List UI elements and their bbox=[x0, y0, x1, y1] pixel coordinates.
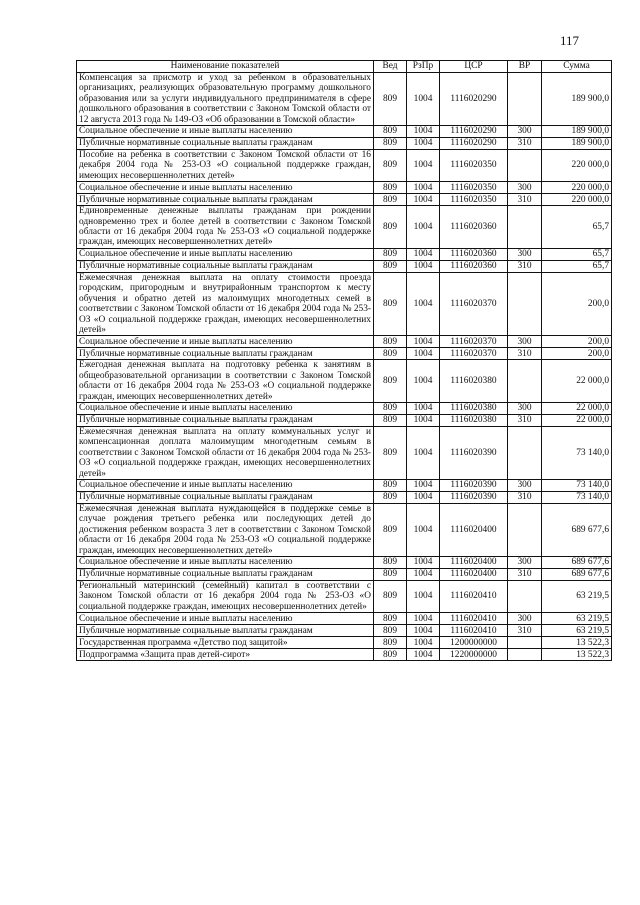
cell-ved: 809 bbox=[374, 260, 407, 272]
table-row bbox=[77, 649, 612, 661]
cell-csr: 1116020370 bbox=[440, 272, 508, 335]
cell-sum: 200,0 bbox=[542, 348, 612, 360]
cell-rzpr: 1004 bbox=[407, 637, 440, 649]
table-row bbox=[77, 491, 612, 503]
cell-ved: 809 bbox=[374, 637, 407, 649]
cell-rzpr: 1004 bbox=[407, 126, 440, 138]
cell-vr: 300 bbox=[508, 479, 542, 491]
cell-vr: 310 bbox=[508, 348, 542, 360]
cell-csr: 1200000000 bbox=[440, 637, 508, 649]
table-row bbox=[77, 73, 612, 126]
cell-sum: 13 522,3 bbox=[542, 649, 612, 661]
cell-name: Публичные нормативные социальные выплаты гражданам bbox=[77, 569, 374, 581]
cell-vr bbox=[508, 73, 542, 126]
cell-name: Социальное обеспечение и иные выплаты населению bbox=[77, 248, 374, 260]
cell-name: Региональный материнский (семейный) капитал в соответствии с Законом Томской области от 16 декабря 2004 года № 253-ОЗ «О социальной поддержке граждан, имеющих несовершеннолетних детей» bbox=[77, 581, 374, 613]
cell-sum: 65,7 bbox=[542, 248, 612, 260]
table-row bbox=[77, 150, 612, 182]
cell-sum: 189 900,0 bbox=[542, 138, 612, 150]
cell-vr bbox=[508, 360, 542, 403]
table-row bbox=[77, 569, 612, 581]
table-row bbox=[77, 426, 612, 479]
cell-rzpr: 1004 bbox=[407, 360, 440, 403]
table-row bbox=[77, 414, 612, 426]
table-row bbox=[77, 637, 612, 649]
cell-vr bbox=[508, 426, 542, 479]
cell-rzpr: 1004 bbox=[407, 402, 440, 414]
table-row bbox=[77, 182, 612, 194]
cell-csr: 1116020410 bbox=[440, 581, 508, 613]
cell-csr: 1116020290 bbox=[440, 73, 508, 126]
cell-sum: 63 219,5 bbox=[542, 625, 612, 637]
cell-ved: 809 bbox=[374, 503, 407, 556]
cell-ved: 809 bbox=[374, 138, 407, 150]
cell-ved: 809 bbox=[374, 557, 407, 569]
cell-rzpr: 1004 bbox=[407, 73, 440, 126]
cell-ved: 809 bbox=[374, 206, 407, 249]
table-row bbox=[77, 206, 612, 249]
cell-ved: 809 bbox=[374, 491, 407, 503]
cell-vr: 310 bbox=[508, 491, 542, 503]
cell-sum: 63 219,5 bbox=[542, 581, 612, 613]
cell-name: Публичные нормативные социальные выплаты гражданам bbox=[77, 491, 374, 503]
cell-vr: 310 bbox=[508, 260, 542, 272]
table-row bbox=[77, 581, 612, 613]
cell-csr: 1116020400 bbox=[440, 503, 508, 556]
cell-rzpr: 1004 bbox=[407, 182, 440, 194]
header-rzpr: РзПр bbox=[407, 61, 440, 73]
cell-name: Социальное обеспечение и иные выплаты населению bbox=[77, 182, 374, 194]
cell-vr bbox=[508, 206, 542, 249]
cell-ved: 809 bbox=[374, 625, 407, 637]
cell-rzpr: 1004 bbox=[407, 348, 440, 360]
cell-sum: 200,0 bbox=[542, 272, 612, 335]
cell-name: Ежемесячная денежная выплата нуждающейся в поддержке семье в случае рождения третьего ребенка или последующих детей до достижения ребенком возраста 3 лет в соответствии с Законом Томской области от 16 декабря 2004 года № 253-ОЗ «О социальной поддержке граждан, имеющих несовершеннолетних детей» bbox=[77, 503, 374, 556]
cell-vr: 310 bbox=[508, 194, 542, 206]
cell-sum: 73 140,0 bbox=[542, 491, 612, 503]
cell-sum: 220 000,0 bbox=[542, 194, 612, 206]
cell-ved: 809 bbox=[374, 402, 407, 414]
cell-rzpr: 1004 bbox=[407, 491, 440, 503]
cell-name: Социальное обеспечение и иные выплаты населению bbox=[77, 613, 374, 625]
cell-vr: 300 bbox=[508, 557, 542, 569]
budget-table bbox=[76, 60, 612, 661]
cell-rzpr: 1004 bbox=[407, 426, 440, 479]
cell-csr: 1116020380 bbox=[440, 402, 508, 414]
cell-vr bbox=[508, 503, 542, 556]
cell-rzpr: 1004 bbox=[407, 260, 440, 272]
header-name: Наименование показателей bbox=[77, 61, 374, 73]
cell-vr: 300 bbox=[508, 402, 542, 414]
cell-vr: 300 bbox=[508, 248, 542, 260]
cell-sum: 200,0 bbox=[542, 336, 612, 348]
cell-ved: 809 bbox=[374, 581, 407, 613]
cell-csr: 1116020360 bbox=[440, 260, 508, 272]
cell-vr: 300 bbox=[508, 613, 542, 625]
cell-name: Подпрограмма «Защита прав детей-сирот» bbox=[77, 649, 374, 661]
cell-name: Социальное обеспечение и иные выплаты населению bbox=[77, 126, 374, 138]
cell-name: Социальное обеспечение и иные выплаты населению bbox=[77, 479, 374, 491]
cell-vr: 310 bbox=[508, 138, 542, 150]
cell-sum: 689 677,6 bbox=[542, 557, 612, 569]
cell-name: Социальное обеспечение и иные выплаты населению bbox=[77, 402, 374, 414]
cell-rzpr: 1004 bbox=[407, 649, 440, 661]
cell-csr: 1116020290 bbox=[440, 138, 508, 150]
cell-name: Социальное обеспечение и иные выплаты населению bbox=[77, 557, 374, 569]
cell-ved: 809 bbox=[374, 150, 407, 182]
cell-name: Ежемесячная денежная выплата на оплату стоимости проезда городским, пригородным и внутрирайонным транспортом к месту обучения и обратно детей из малоимущих многодетных семей в соответствии с Законом Томской области от 16 декабря 2004 года № 253-ОЗ «О социальной поддержке граждан, имеющих несовершеннолетних детей» bbox=[77, 272, 374, 335]
cell-rzpr: 1004 bbox=[407, 503, 440, 556]
cell-rzpr: 1004 bbox=[407, 414, 440, 426]
cell-rzpr: 1004 bbox=[407, 138, 440, 150]
cell-sum: 220 000,0 bbox=[542, 150, 612, 182]
cell-ved: 809 bbox=[374, 569, 407, 581]
cell-sum: 73 140,0 bbox=[542, 426, 612, 479]
cell-sum: 689 677,6 bbox=[542, 503, 612, 556]
cell-rzpr: 1004 bbox=[407, 194, 440, 206]
cell-rzpr: 1004 bbox=[407, 150, 440, 182]
cell-sum: 65,7 bbox=[542, 206, 612, 249]
cell-name: Публичные нормативные социальные выплаты гражданам bbox=[77, 194, 374, 206]
cell-sum: 189 900,0 bbox=[542, 126, 612, 138]
cell-vr: 310 bbox=[508, 569, 542, 581]
table-row bbox=[77, 138, 612, 150]
cell-csr: 1116020410 bbox=[440, 613, 508, 625]
cell-vr bbox=[508, 150, 542, 182]
cell-csr: 1116020380 bbox=[440, 360, 508, 403]
cell-name: Социальное обеспечение и иные выплаты населению bbox=[77, 336, 374, 348]
cell-rzpr: 1004 bbox=[407, 248, 440, 260]
cell-rzpr: 1004 bbox=[407, 581, 440, 613]
cell-sum: 65,7 bbox=[542, 260, 612, 272]
cell-ved: 809 bbox=[374, 336, 407, 348]
cell-csr: 1116020410 bbox=[440, 625, 508, 637]
cell-ved: 809 bbox=[374, 182, 407, 194]
page-number: 117 bbox=[560, 33, 580, 48]
cell-name: Единовременные денежные выплаты гражданам при рождении одновременно трех и более детей в соответствии с Законом Томской области от 16 декабря 2004 года № 253-ОЗ «О социальной поддержке граждан, имеющих несовершеннолетних детей» bbox=[77, 206, 374, 249]
cell-vr bbox=[508, 637, 542, 649]
table-row bbox=[77, 336, 612, 348]
cell-name: Публичные нормативные социальные выплаты гражданам bbox=[77, 348, 374, 360]
table-row bbox=[77, 613, 612, 625]
cell-csr: 1116020400 bbox=[440, 569, 508, 581]
cell-rzpr: 1004 bbox=[407, 569, 440, 581]
cell-csr: 1116020350 bbox=[440, 182, 508, 194]
header-vr: ВР bbox=[508, 61, 542, 73]
cell-name: Публичные нормативные социальные выплаты гражданам bbox=[77, 138, 374, 150]
cell-ved: 809 bbox=[374, 426, 407, 479]
cell-vr: 300 bbox=[508, 182, 542, 194]
cell-csr: 1116020390 bbox=[440, 479, 508, 491]
cell-csr: 1220000000 bbox=[440, 649, 508, 661]
cell-csr: 1116020390 bbox=[440, 426, 508, 479]
cell-rzpr: 1004 bbox=[407, 625, 440, 637]
cell-sum: 22 000,0 bbox=[542, 414, 612, 426]
cell-vr: 310 bbox=[508, 414, 542, 426]
cell-csr: 1116020360 bbox=[440, 206, 508, 249]
cell-vr: 300 bbox=[508, 126, 542, 138]
cell-vr: 310 bbox=[508, 625, 542, 637]
table-row bbox=[77, 348, 612, 360]
header-sum: Сумма bbox=[542, 61, 612, 73]
cell-name: Пособие на ребенка в соответствии с Законом Томской области от 16 декабря 2004 года № 253-ОЗ «О социальной поддержке граждан, имеющих несовершеннолетних детей» bbox=[77, 150, 374, 182]
cell-sum: 22 000,0 bbox=[542, 402, 612, 414]
cell-rzpr: 1004 bbox=[407, 557, 440, 569]
cell-ved: 809 bbox=[374, 248, 407, 260]
cell-vr bbox=[508, 581, 542, 613]
table-row bbox=[77, 625, 612, 637]
table-row bbox=[77, 272, 612, 335]
cell-sum: 22 000,0 bbox=[542, 360, 612, 403]
cell-name: Публичные нормативные социальные выплаты гражданам bbox=[77, 260, 374, 272]
cell-sum: 13 522,3 bbox=[542, 637, 612, 649]
table-row bbox=[77, 557, 612, 569]
cell-csr: 1116020400 bbox=[440, 557, 508, 569]
cell-csr: 1116020350 bbox=[440, 194, 508, 206]
table-row bbox=[77, 248, 612, 260]
cell-name: Публичные нормативные социальные выплаты гражданам bbox=[77, 625, 374, 637]
cell-csr: 1116020360 bbox=[440, 248, 508, 260]
cell-rzpr: 1004 bbox=[407, 272, 440, 335]
header-ved: Вед bbox=[374, 61, 407, 73]
table-row bbox=[77, 360, 612, 403]
cell-sum: 73 140,0 bbox=[542, 479, 612, 491]
table-row bbox=[77, 126, 612, 138]
cell-sum: 63 219,5 bbox=[542, 613, 612, 625]
cell-ved: 809 bbox=[374, 272, 407, 335]
cell-ved: 809 bbox=[374, 613, 407, 625]
cell-sum: 220 000,0 bbox=[542, 182, 612, 194]
cell-name: Ежегодная денежная выплата на подготовку ребенка к занятиям в общеобразовательной организации в соответствии с Законом Томской области от 16 декабря 2004 года № 253-ОЗ «О социальной поддержке граждан, имеющих несовершеннолетних детей» bbox=[77, 360, 374, 403]
cell-ved: 809 bbox=[374, 360, 407, 403]
cell-csr: 1116020370 bbox=[440, 348, 508, 360]
table-row bbox=[77, 260, 612, 272]
cell-vr bbox=[508, 649, 542, 661]
cell-vr: 300 bbox=[508, 336, 542, 348]
table-row bbox=[77, 194, 612, 206]
cell-ved: 809 bbox=[374, 414, 407, 426]
cell-sum: 189 900,0 bbox=[542, 73, 612, 126]
header-csr: ЦСР bbox=[440, 61, 508, 73]
cell-name: Ежемесячная денежная выплата на оплату коммунальных услуг и компенсационная доплата малоимущим многодетным семьям в соответствии с Законом Томской области от 16 декабря 2004 года № 253-ОЗ «О социальной поддержке граждан, имеющих несовершеннолетних детей» bbox=[77, 426, 374, 479]
cell-csr: 1116020390 bbox=[440, 491, 508, 503]
cell-ved: 809 bbox=[374, 126, 407, 138]
cell-name: Компенсация за присмотр и уход за ребенком в образовательных организациях, реализующих образовательную программу дошкольного образования или за услуги индивидуального предпринимателя в сфере дошкольного образования в соответствии с Законом Томской области от 12 августа 2013 года № 149-ОЗ «Об образовании в Томской области» bbox=[77, 73, 374, 126]
cell-vr bbox=[508, 272, 542, 335]
cell-sum: 689 677,6 bbox=[542, 569, 612, 581]
cell-ved: 809 bbox=[374, 649, 407, 661]
cell-csr: 1116020290 bbox=[440, 126, 508, 138]
table-header-row bbox=[77, 61, 612, 73]
cell-ved: 809 bbox=[374, 194, 407, 206]
table-row bbox=[77, 503, 612, 556]
cell-ved: 809 bbox=[374, 73, 407, 126]
cell-csr: 1116020370 bbox=[440, 336, 508, 348]
cell-csr: 1116020350 bbox=[440, 150, 508, 182]
cell-name: Публичные нормативные социальные выплаты гражданам bbox=[77, 414, 374, 426]
cell-rzpr: 1004 bbox=[407, 479, 440, 491]
table-row bbox=[77, 479, 612, 491]
cell-ved: 809 bbox=[374, 479, 407, 491]
cell-rzpr: 1004 bbox=[407, 336, 440, 348]
cell-name: Государственная программа «Детство под защитой» bbox=[77, 637, 374, 649]
cell-ved: 809 bbox=[374, 348, 407, 360]
cell-rzpr: 1004 bbox=[407, 613, 440, 625]
cell-rzpr: 1004 bbox=[407, 206, 440, 249]
table-row bbox=[77, 402, 612, 414]
cell-csr: 1116020380 bbox=[440, 414, 508, 426]
